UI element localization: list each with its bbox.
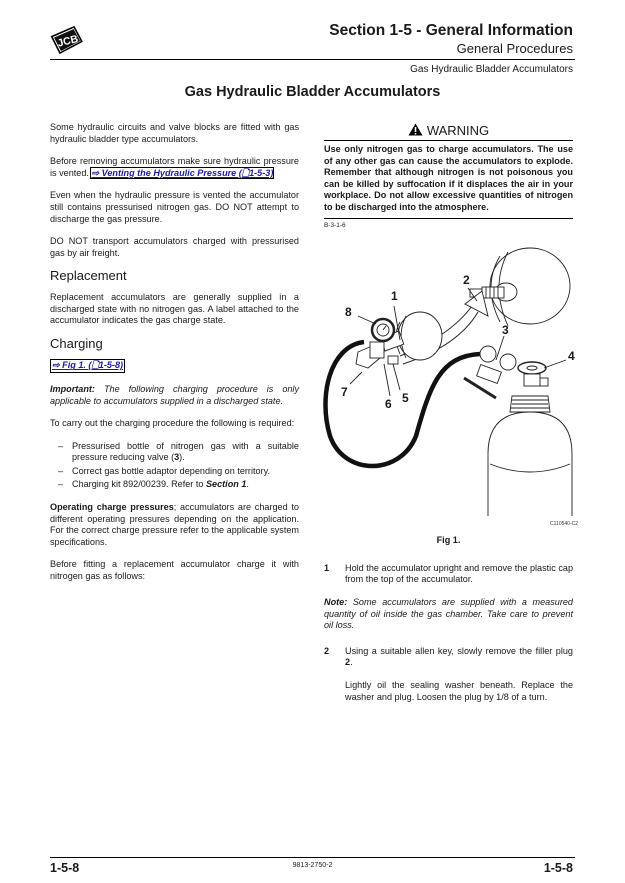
warning-triangle-icon <box>408 123 423 138</box>
venting-hydraulic-pressure-link[interactable]: ⇨ Venting the Hydraulic Pressure (🗋1-5-3) <box>91 167 274 178</box>
list-item: – Pressurised bottle of nitrogen gas with a suitable pressure reducing valve (3). <box>58 441 299 464</box>
important-paragraph: Important: The following charging procedure is only applicable to accumulators supplied in a discharged state. <box>50 383 299 406</box>
requirements-list <box>58 441 299 491</box>
arrow-right-icon: ⇨ <box>52 360 60 371</box>
operating-pressures-paragraph: Operating charge pressures; accumulators are charged to different operating pressures depending on the application. For the correct charge pressure refer to the applicable system specifications. <box>50 502 299 547</box>
warning-code: B-3-1-6 <box>324 222 346 230</box>
warning-heading: WARNING <box>324 123 573 138</box>
page-icon: 🗋 <box>241 167 250 178</box>
svg-text:JCB: JCB <box>56 32 80 50</box>
callout-7: 7 <box>341 385 348 400</box>
right-column <box>324 122 578 714</box>
document-number: 9813-2750-2 <box>292 862 333 869</box>
breadcrumb: Gas Hydraulic Bladder Accumulators <box>410 64 573 75</box>
header-divider <box>50 59 575 60</box>
step-2-followup: Lightly oil the sealing washer beneath. Replace the washer and plug. Loosen the plug by 1/8 of a turn. <box>345 679 573 702</box>
figure-caption: Fig 1. <box>436 535 461 546</box>
step-number: 2 <box>324 645 330 656</box>
page-number-right: 1-5-8 <box>543 861 573 875</box>
before-fitting-paragraph: Before fitting a replacement accumulator charge it with nitrogen gas as follows: <box>50 559 299 582</box>
page-number-left: 1-5-8 <box>50 861 80 875</box>
figure-code: C110540-C2 <box>550 521 578 528</box>
step-text: Using a suitable allen key, slowly remove the filler plug 2. <box>345 645 573 668</box>
step-1 <box>324 563 573 586</box>
left-column <box>50 122 299 594</box>
warning-divider-bottom <box>324 218 573 220</box>
footer-divider <box>50 857 575 858</box>
page-icon: 🗋 <box>91 360 99 371</box>
jcb-logo <box>50 25 84 55</box>
arrow-right-icon: ⇨ <box>91 167 100 178</box>
section-title: Section 1-5 - General Information <box>329 22 573 39</box>
callout-5: 5 <box>402 391 409 406</box>
requirements-intro: To carry out the charging procedure the following is required: <box>50 418 295 429</box>
transport-warning-paragraph: DO NOT transport accumulators charged with pressurised gas by air freight. <box>50 236 299 258</box>
replacement-heading: Replacement <box>50 268 127 284</box>
charging-heading: Charging <box>50 335 103 351</box>
callout-3: 3 <box>502 323 509 338</box>
note-paragraph: Note: Some accumulators are supplied with a measured quantity of oil inside the gas chamber. Take care to prevent oil loss. <box>324 596 573 631</box>
fig1-link[interactable]: ⇨ Fig 1. (🗋1-5-8) <box>50 359 125 373</box>
important-label: Important: <box>50 383 95 394</box>
step-text: Hold the accumulator upright and remove the plastic cap from the top of the accumulator. <box>345 562 573 585</box>
list-item: – Correct gas bottle adaptor depending on territory. <box>58 466 299 478</box>
warning-text: Use only nitrogen gas to charge accumulators. The use of any other gas can cause the accumulators to explode. Remember that although nitrogen is not poisonous you can be killed by suffocation if it displaces the air in your workplace. Do not allow excessive quantities of nitrogen to be discharged into the atmosphere. <box>324 144 573 213</box>
callout-6: 6 <box>385 397 392 412</box>
note-label: Note: <box>324 596 348 607</box>
callout-1: 1 <box>391 289 398 304</box>
vented-warning-paragraph: Even when the hydraulic pressure is vented the accumulator still contains pressurised nitrogen gas. DO NOT attempt to discharge the gas pressure. <box>50 190 299 224</box>
replacement-paragraph: Replacement accumulators are generally supplied in a discharged state with no nitrogen gas. A label attached to the accumulator indicates the gas charge state. <box>50 291 299 326</box>
step-2 <box>324 646 573 669</box>
callout-2: 2 <box>463 273 470 288</box>
list-item: – Charging kit 892/00239. Refer to Section 1. <box>58 479 299 491</box>
callout-8: 8 <box>345 305 352 320</box>
before-removing-paragraph: Before removing accumulators make sure hydraulic pressure is vented. ⇨ Venting the Hydraulic Pressure (🗋1-5-3) <box>50 156 299 178</box>
callout-4: 4 <box>568 349 575 364</box>
figure-accumulator-charging <box>320 236 580 526</box>
intro-paragraph: Some hydraulic circuits and valve blocks are fitted with gas hydraulic bladder type accumulators. <box>50 122 299 144</box>
charging-diagram <box>320 236 580 526</box>
step-number: 1 <box>324 562 330 573</box>
subsection-title: General Procedures <box>456 41 573 56</box>
page-title: Gas Hydraulic Bladder Accumulators <box>184 84 441 100</box>
warning-divider-top <box>324 140 573 142</box>
